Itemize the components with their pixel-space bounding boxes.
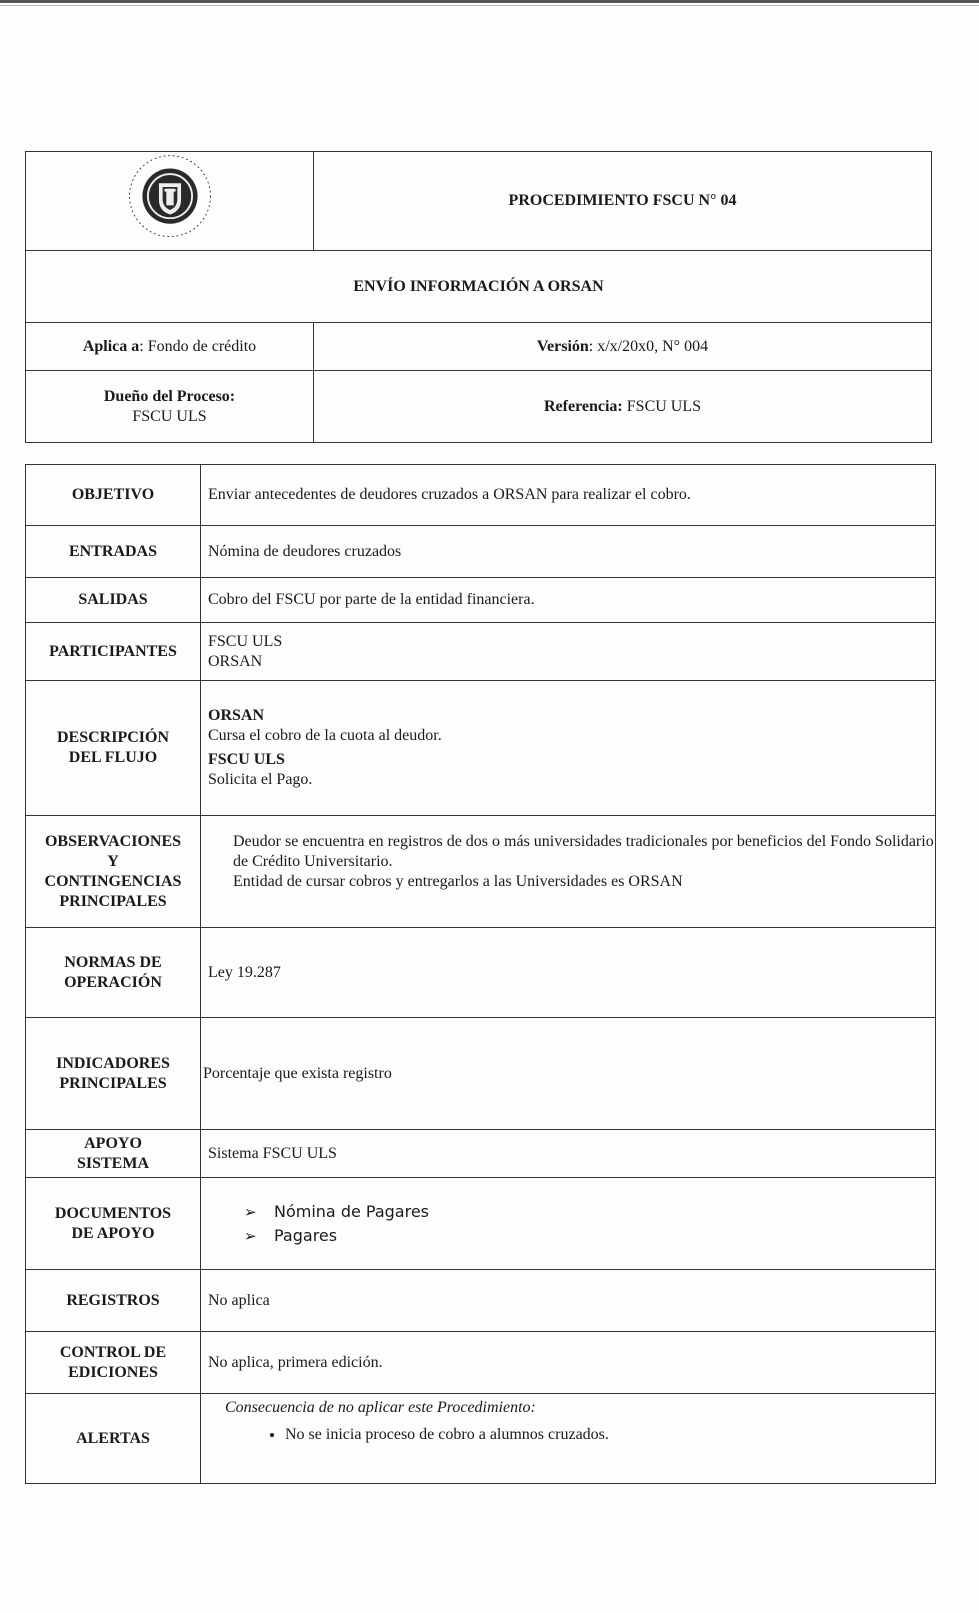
scan-top-edge-shadow (0, 5, 979, 6)
aplica-label: Aplica a (82, 337, 140, 355)
observaciones-label-line3: CONTINGENCIAS (44, 872, 182, 890)
procedure-title: PROCEDIMIENTO FSCU N° 04 (314, 152, 932, 251)
descripcion-label-line1: DESCRIPCIÓN (56, 729, 169, 746)
flow-actor-orsan: ORSAN (208, 707, 265, 724)
documentos-label-line2: DE APOYO (71, 1224, 155, 1242)
apoyo-value: Sistema FSCU ULS (201, 1130, 936, 1178)
objetivo-value: Enviar antecedentes de deudores cruzados a ORSAN para realizar el cobro. (201, 465, 936, 526)
aplica-value: : Fondo de crédito (139, 337, 257, 355)
flow-step-orsan: Cursa el cobro de la cuota al deudor. (208, 727, 442, 744)
control-value: No aplica, primera edición. (201, 1332, 936, 1394)
control-label-line2: EDICIONES (68, 1363, 158, 1381)
documentos-label (26, 1178, 201, 1270)
observaciones-label-line2: Y (107, 852, 119, 870)
apoyo-label (26, 1130, 201, 1178)
descripcion-value (201, 681, 936, 816)
referencia-value: FSCU ULS (622, 397, 702, 415)
documentos-list (208, 1200, 935, 1248)
alertas-list (225, 1424, 935, 1446)
header-table (25, 151, 932, 443)
documentos-label-line1: DOCUMENTOS (54, 1204, 172, 1222)
flow-step-fscu: Solicita el Pago. (208, 771, 313, 788)
procedure-detail-table (25, 464, 936, 1484)
participantes-label: PARTICIPANTES (26, 623, 201, 681)
observaciones-label-line1: OBSERVACIONES (44, 832, 182, 850)
documento-item: ➢ Pagares (244, 1224, 935, 1248)
salidas-value: Cobro del FSCU por parte de la entidad financiera. (201, 578, 936, 623)
alertas-value (201, 1394, 936, 1484)
referencia-label: Referencia: (543, 397, 623, 415)
observacion-2: Entidad de cursar cobros y entregarlos a las Universidades es ORSAN (233, 873, 683, 890)
alerta-item: • No se inicia proceso de cobro a alumnos cruzados. (285, 1424, 935, 1446)
indicadores-label (26, 1018, 201, 1130)
observaciones-label (26, 816, 201, 928)
procedure-subtitle: ENVÍO INFORMACIÓN A ORSAN (26, 251, 932, 323)
version-label: Versión (536, 337, 589, 355)
version-cell (314, 323, 932, 371)
participante-1: FSCU ULS (208, 632, 283, 650)
descripcion-label-line2: DEL FLUJO (68, 749, 158, 766)
registros-value: No aplica (201, 1270, 936, 1332)
dueno-value: FSCU ULS (132, 407, 207, 425)
aplica-cell (26, 323, 314, 371)
university-seal-logo (124, 152, 216, 244)
alertas-intro: Consecuencia de no aplicar este Procedimiento: (225, 1399, 536, 1416)
normas-label-line1: NORMAS DE (64, 953, 162, 971)
observaciones-value (201, 816, 936, 928)
observaciones-label-line4: PRINCIPALES (59, 892, 167, 910)
scan-top-edge (0, 0, 979, 3)
entradas-label: ENTRADAS (26, 526, 201, 578)
participantes-value (201, 623, 936, 681)
normas-label (26, 928, 201, 1018)
control-label-line1: CONTROL DE (59, 1343, 167, 1361)
logo-cell (26, 152, 314, 251)
apoyo-label-line1: APOYO (84, 1134, 142, 1152)
salidas-label: SALIDAS (26, 578, 201, 623)
participante-2: ORSAN (208, 652, 263, 670)
indicadores-value: Porcentaje que exista registro (201, 1018, 936, 1130)
version-value: : x/x/20x0, N° 004 (588, 337, 709, 355)
normas-label-line2: OPERACIÓN (64, 973, 162, 991)
documento-item: ➢ Nómina de Pagares (244, 1200, 935, 1224)
registros-label: REGISTROS (26, 1270, 201, 1332)
control-label (26, 1332, 201, 1394)
descripcion-label (26, 681, 201, 816)
objetivo-label: OBJETIVO (26, 465, 201, 526)
indicadores-label-line2: PRINCIPALES (59, 1074, 167, 1092)
observacion-1: Deudor se encuentra en registros de dos o más universidades tradicionales por beneficios del Fondo Solidario de Crédito Universitario. (233, 833, 934, 870)
referencia-cell (314, 371, 932, 443)
normas-value: Ley 19.287 (201, 928, 936, 1018)
dueno-label: Dueño del Proceso: (103, 387, 236, 405)
alertas-label: ALERTAS (26, 1394, 201, 1484)
dueno-cell (26, 371, 314, 443)
apoyo-label-line2: SISTEMA (76, 1154, 150, 1172)
entradas-value: Nómina de deudores cruzados (201, 526, 936, 578)
indicadores-label-line1: INDICADORES (56, 1054, 170, 1072)
flow-actor-fscu: FSCU ULS (208, 751, 285, 768)
documentos-value (201, 1178, 936, 1270)
